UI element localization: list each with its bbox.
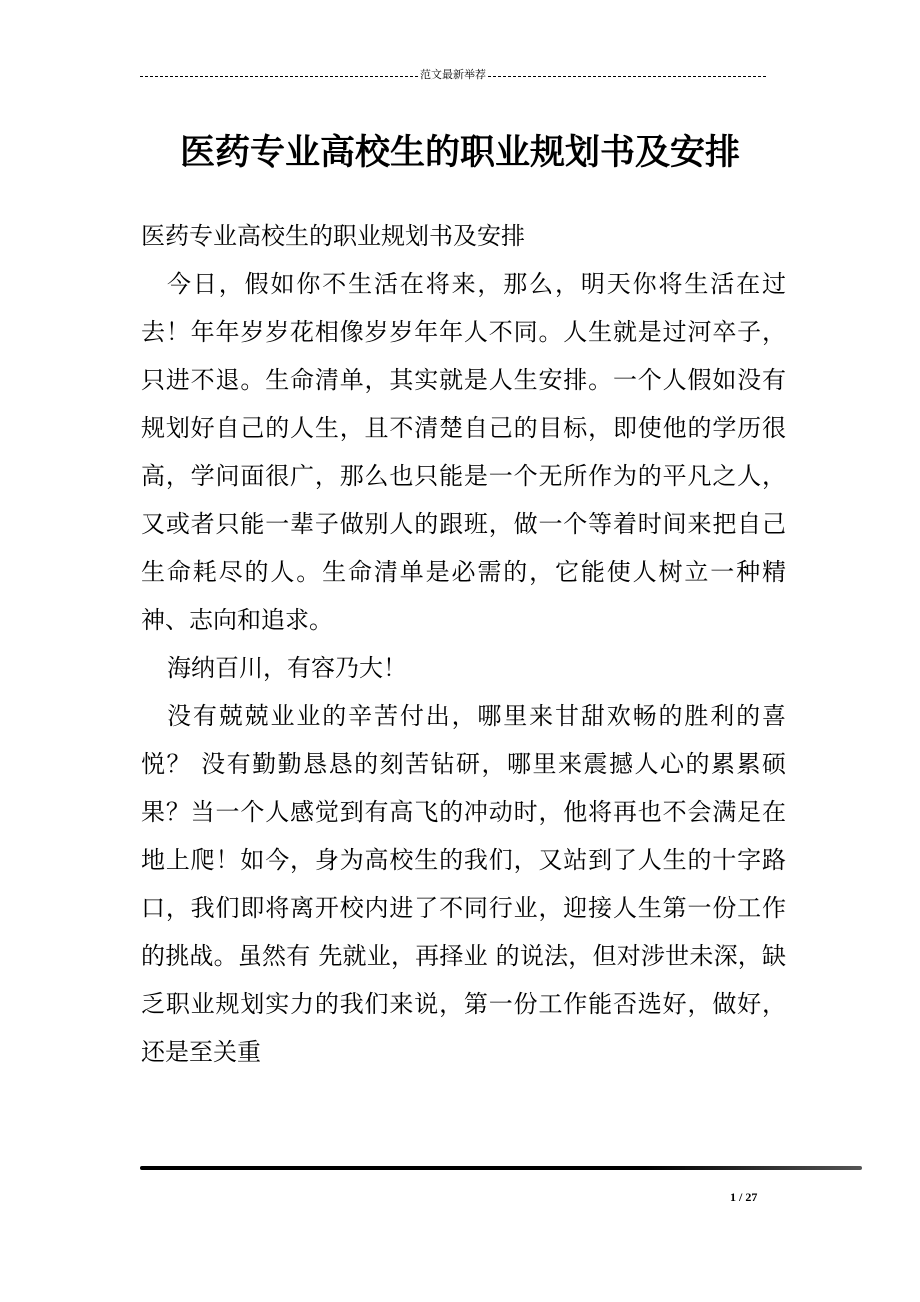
header-label: 范文最新举荐 — [420, 68, 486, 81]
footer-rule — [140, 1166, 862, 1170]
page-number: 1 / 27 — [730, 1190, 758, 1204]
paragraph-2: 海纳百川，有容乃大！ — [167, 654, 407, 682]
header-dash-right — [488, 76, 766, 77]
paragraph-3: 没有兢兢业业的辛苦付出，哪里来甘甜欢畅的胜利的喜悦？ 没有勤勤恳恳的刻苦钻研，哪里来震撼人心的累累硕果？当一个人感觉到有高飞的冲动时，他将再也不会满足在地上爬！如今，身为高校生的我们，又站到了人生的十字路口，我们即将离开校内进了不同行业，迎接人生第一份工作的挑战。虽然有 先就业，再择业 的说法，但对涉世未深，缺乏职业规划实力的我们来说，第一份工作能否选好，做好，还是至关重 — [141, 702, 786, 1066]
page-header — [140, 66, 766, 84]
document-title: 医药专业高校生的职业规划书及安排 — [179, 133, 740, 173]
paragraph-1: 今日，假如你不生活在将来，那么，明天你将生活在过去！年年岁岁花相像岁岁年年人不同。人生就是过河卒子，只进不退。生命清单，其实就是人生安排。一个人假如没有规划好自己的人生，且不清楚自己的目标，即使他的学历很高，学问面很广，那么也只能是一个无所作为的平凡之人，又或者只能一辈子做别人的跟班，做一个等着时间来把自己生命耗尽的人。生命清单是必需的，它能使人树立一种精神、志向和追求。 — [141, 270, 786, 634]
document-subtitle: 医药专业高校生的职业规划书及安排 — [141, 222, 525, 250]
document-body — [141, 212, 786, 1076]
header-dash-left — [140, 76, 418, 77]
